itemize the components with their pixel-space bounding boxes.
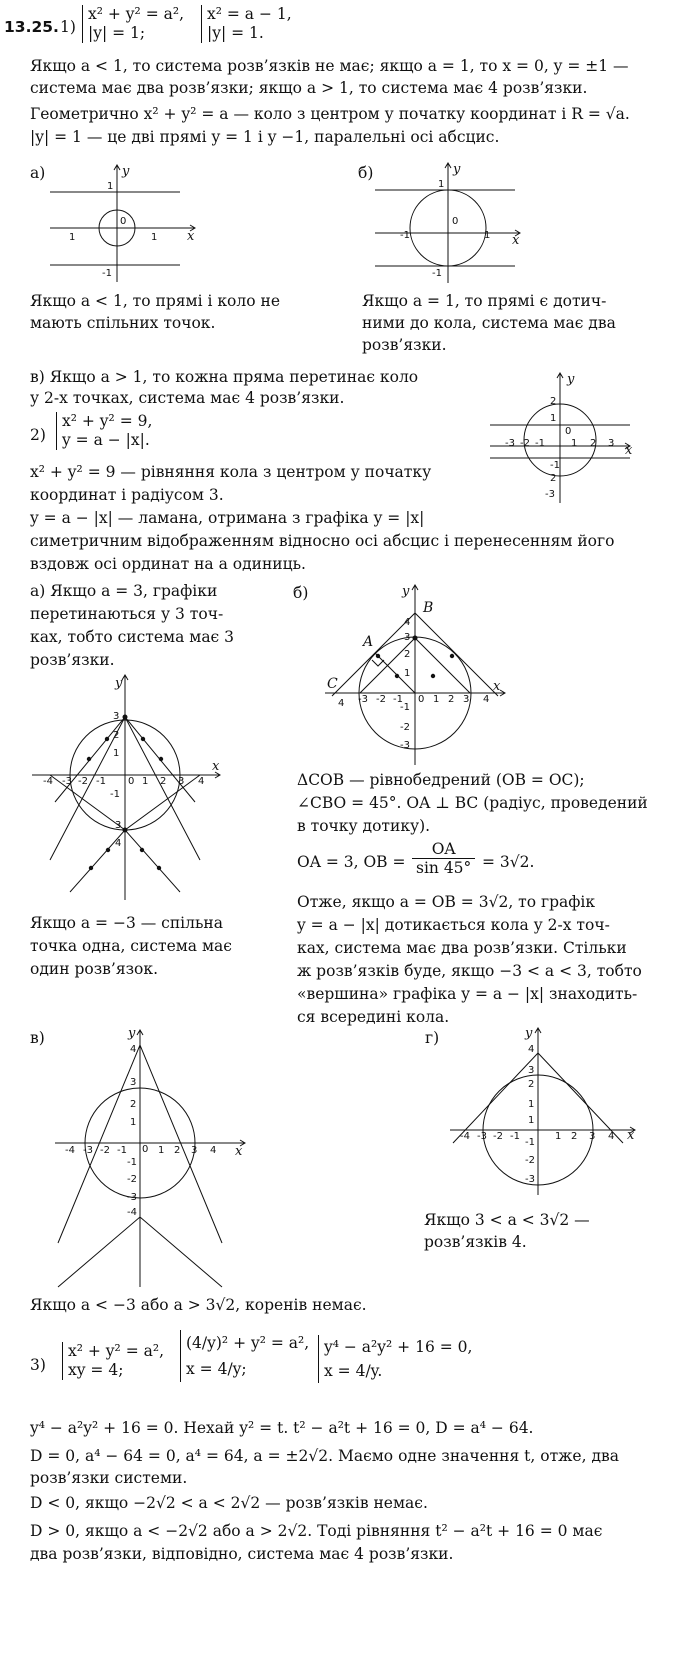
svg-text:2: 2 bbox=[130, 1099, 137, 1110]
svg-text:-4: -4 bbox=[127, 1207, 137, 1218]
svg-text:3: 3 bbox=[130, 1077, 137, 1088]
caption: розв’язки. bbox=[362, 336, 447, 354]
text-line: розв’язки. bbox=[30, 651, 115, 669]
eq: x = 4/y. bbox=[324, 1362, 383, 1380]
svg-text:-3: -3 bbox=[477, 1131, 487, 1142]
text-line: y = a − |x| дотикається кола у 2-х точ- bbox=[297, 916, 610, 934]
text-line: а) Якщо a = 3, графіки bbox=[30, 582, 218, 600]
caption: ними до кола, система має два bbox=[362, 314, 616, 332]
part1-system-2 bbox=[201, 5, 292, 43]
text-line: два розв’язки, відповідно, система має 4 розв’язки. bbox=[30, 1545, 454, 1563]
svg-text:-3: -3 bbox=[358, 694, 368, 705]
svg-text:4: 4 bbox=[198, 776, 205, 787]
svg-text:-2: -2 bbox=[520, 438, 530, 449]
svg-text:-1: -1 bbox=[510, 1131, 520, 1142]
svg-text:-1: -1 bbox=[525, 1137, 535, 1148]
eq: x² + y² = a², bbox=[68, 1342, 164, 1360]
text-line: y⁴ − a²y² + 16 = 0. Нехай y² = t. t² − a²t + 16 = 0, D = a⁴ − 64. bbox=[30, 1419, 534, 1437]
svg-text:-2: -2 bbox=[100, 1145, 110, 1156]
svg-text:3: 3 bbox=[178, 776, 185, 787]
svg-text:-1: -1 bbox=[117, 1145, 127, 1156]
svg-text:3: 3 bbox=[528, 1065, 535, 1076]
text-line: розв’язки системи. bbox=[30, 1469, 188, 1487]
eq: y = a − |x|. bbox=[62, 431, 150, 449]
svg-text:1: 1 bbox=[158, 1145, 165, 1156]
text-line: |y| = 1 — це дві прямі y = 1 і y −1, паралельні осі абсцис. bbox=[30, 128, 500, 146]
svg-text:3: 3 bbox=[404, 632, 411, 643]
svg-text:1: 1 bbox=[142, 776, 149, 787]
svg-text:0: 0 bbox=[565, 426, 572, 437]
svg-text:2: 2 bbox=[590, 438, 597, 449]
svg-text:4: 4 bbox=[338, 698, 345, 709]
svg-text:-4: -4 bbox=[43, 776, 53, 787]
eq: x² + y² = 9, bbox=[62, 412, 153, 430]
caption: Якщо 3 < a < 3√2 — bbox=[424, 1211, 590, 1229]
svg-text:-2: -2 bbox=[525, 1155, 535, 1166]
text-line: Отже, якщо a = OB = 3√2, то графік bbox=[297, 893, 596, 911]
tick-minus-1: -1 bbox=[432, 268, 442, 279]
part1-label: 1) bbox=[60, 18, 76, 36]
svg-text:-2: -2 bbox=[376, 694, 386, 705]
text-line: перетинаються у 3 точ- bbox=[30, 605, 224, 623]
part3-system-C bbox=[318, 1335, 472, 1383]
svg-text:4: 4 bbox=[404, 617, 411, 628]
svg-text:x: x bbox=[212, 759, 220, 774]
point-C: C bbox=[327, 676, 338, 692]
svg-text:1: 1 bbox=[571, 438, 578, 449]
svg-text:3: 3 bbox=[589, 1131, 596, 1142]
part1-system-1 bbox=[82, 5, 184, 43]
tick-1: 1 bbox=[438, 179, 445, 190]
y-label: y bbox=[122, 164, 130, 179]
text-line: ках, система має два розв’язки. Стільки bbox=[297, 939, 627, 957]
svg-text:-4: -4 bbox=[460, 1131, 470, 1142]
svg-text:-1: -1 bbox=[400, 702, 410, 713]
text-line: ж розв’язків буде, якщо −3 < a < 3, тобто bbox=[297, 962, 642, 980]
svg-text:3: 3 bbox=[115, 820, 122, 831]
part3-label: 3) bbox=[30, 1356, 46, 1374]
text-line: D = 0, a⁴ − 64 = 0, a⁴ = 64, a = ±2√2. Маємо одне значення t, отже, два bbox=[30, 1447, 619, 1465]
svg-text:-3: -3 bbox=[127, 1192, 137, 1203]
svg-text:x: x bbox=[627, 1128, 635, 1143]
graph-v-label: в) bbox=[30, 1029, 45, 1047]
svg-text:3: 3 bbox=[463, 694, 470, 705]
svg-text:0: 0 bbox=[128, 776, 135, 787]
caption: Якщо a = −3 — спільна bbox=[30, 914, 223, 932]
svg-text:4: 4 bbox=[130, 1044, 137, 1055]
graph-part1-a bbox=[45, 160, 205, 285]
text-line: у 2-х точках, система має 4 розв’язки. bbox=[30, 389, 345, 407]
svg-text:2: 2 bbox=[448, 694, 455, 705]
svg-text:2: 2 bbox=[404, 649, 411, 660]
text-line: координат і радіусом 3. bbox=[30, 486, 224, 504]
text-line: Якщо a < −3 або a > 3√2, коренів немає. bbox=[30, 1296, 367, 1314]
text-line: в точку дотику). bbox=[297, 817, 431, 835]
caption: мають спільних точок. bbox=[30, 314, 216, 332]
eq: x² = a − 1, bbox=[207, 5, 292, 23]
svg-text:1: 1 bbox=[404, 668, 411, 679]
svg-text:y: y bbox=[453, 162, 461, 177]
svg-text:4: 4 bbox=[608, 1131, 615, 1142]
caption: Якщо a = 1, то прямі є дотич- bbox=[362, 292, 607, 310]
svg-text:x: x bbox=[625, 443, 633, 458]
graph-part2-b bbox=[320, 580, 520, 770]
svg-text:3: 3 bbox=[191, 1145, 198, 1156]
graph-b-label: б) bbox=[293, 584, 309, 602]
x-label: x bbox=[187, 229, 195, 244]
svg-text:-2: -2 bbox=[400, 722, 410, 733]
point-B: B bbox=[423, 600, 434, 616]
text-line: система має два розв’язки; якщо a > 1, то система має 4 розв’язки. bbox=[30, 79, 588, 97]
svg-text:1: 1 bbox=[130, 1117, 137, 1128]
origin-label: 0 bbox=[452, 216, 459, 227]
part3-system-A bbox=[62, 1342, 164, 1380]
svg-text:-1: -1 bbox=[400, 230, 410, 241]
svg-text:-1: -1 bbox=[96, 776, 106, 787]
text-line: Якщо a < 1, то система розв’язків не має; якщо a = 1, то x = 0, y = ±1 — bbox=[30, 57, 629, 75]
graph-g-label: г) bbox=[425, 1029, 440, 1047]
fraction bbox=[412, 840, 475, 877]
graph-part1-b bbox=[370, 158, 530, 286]
svg-text:x: x bbox=[235, 1144, 243, 1159]
formula-right: = 3√2. bbox=[482, 853, 535, 871]
eq: y⁴ − a²y² + 16 = 0, bbox=[324, 1338, 473, 1356]
fraction-denominator: sin 45° bbox=[416, 859, 472, 877]
svg-text:1: 1 bbox=[528, 1115, 535, 1126]
svg-text:4: 4 bbox=[115, 838, 122, 849]
part2-system bbox=[56, 412, 152, 450]
svg-text:2: 2 bbox=[550, 473, 557, 484]
fraction-numerator: OA bbox=[412, 840, 475, 859]
svg-text:x: x bbox=[512, 233, 520, 248]
svg-text:3: 3 bbox=[113, 711, 120, 722]
tick-1: 1 bbox=[107, 181, 114, 192]
text-line: ках, тобто система має 3 bbox=[30, 628, 235, 646]
svg-text:1: 1 bbox=[113, 748, 120, 759]
svg-text:y: y bbox=[115, 676, 123, 691]
svg-text:1: 1 bbox=[555, 1131, 562, 1142]
svg-text:y: y bbox=[402, 584, 410, 599]
graph-b-label: б) bbox=[358, 164, 374, 182]
text-line: вздовж осі ординат на a одиниць. bbox=[30, 555, 306, 573]
eq: |y| = 1. bbox=[207, 24, 264, 42]
svg-text:2: 2 bbox=[550, 396, 557, 407]
svg-text:-1: -1 bbox=[110, 789, 120, 800]
svg-text:1: 1 bbox=[528, 1099, 535, 1110]
tick-x-1: 1 bbox=[151, 232, 158, 243]
caption: точка одна, система має bbox=[30, 937, 232, 955]
svg-text:-2: -2 bbox=[127, 1174, 137, 1185]
svg-text:x: x bbox=[493, 679, 501, 694]
text-line: D > 0, якщо a < −2√2 або a > 2√2. Тоді рівняння t² − a²t + 16 = 0 має bbox=[30, 1522, 603, 1540]
svg-text:-3: -3 bbox=[83, 1145, 93, 1156]
svg-text:y: y bbox=[128, 1026, 136, 1041]
svg-text:-4: -4 bbox=[65, 1145, 75, 1156]
svg-text:-3: -3 bbox=[545, 489, 555, 500]
formula-left: OA = 3, OB = bbox=[297, 853, 406, 871]
svg-text:1: 1 bbox=[484, 230, 491, 241]
svg-text:-2: -2 bbox=[493, 1131, 503, 1142]
svg-text:2: 2 bbox=[160, 776, 167, 787]
svg-text:0: 0 bbox=[418, 694, 425, 705]
text-line: ΔCOB — рівнобедрений (OB = OC); bbox=[297, 771, 585, 789]
text-line: D < 0, якщо −2√2 < a < 2√2 — розв’язків немає. bbox=[30, 1494, 428, 1512]
svg-text:-2: -2 bbox=[78, 776, 88, 787]
svg-text:y: y bbox=[567, 372, 575, 387]
eq: x = 4/y; bbox=[186, 1360, 247, 1378]
graph-part2-a bbox=[30, 672, 230, 902]
point-A: A bbox=[363, 634, 374, 650]
svg-text:4: 4 bbox=[210, 1145, 217, 1156]
svg-text:y: y bbox=[525, 1026, 533, 1041]
svg-text:4: 4 bbox=[528, 1044, 535, 1055]
svg-text:-3: -3 bbox=[62, 776, 72, 787]
svg-text:-3: -3 bbox=[505, 438, 515, 449]
eq: x² + y² = a², bbox=[88, 5, 184, 23]
svg-text:-1: -1 bbox=[535, 438, 545, 449]
text-line: в) Якщо a > 1, то кожна пряма перетинає коло bbox=[30, 368, 419, 386]
svg-text:2: 2 bbox=[571, 1131, 578, 1142]
svg-text:4: 4 bbox=[483, 694, 490, 705]
svg-text:2: 2 bbox=[528, 1079, 535, 1090]
caption: розв’язків 4. bbox=[424, 1233, 527, 1251]
caption: один розв’язок. bbox=[30, 960, 159, 978]
caption: Якщо a < 1, то прямі і коло не bbox=[30, 292, 280, 310]
svg-text:-3: -3 bbox=[400, 740, 410, 751]
svg-text:-3: -3 bbox=[525, 1174, 535, 1185]
svg-text:3: 3 bbox=[608, 438, 615, 449]
eq: (4/y)² + y² = a², bbox=[186, 1334, 310, 1352]
text-line: ∠CBO = 45°. OA ⊥ BC (радіус, проведений bbox=[297, 794, 648, 812]
tick-minus-1: -1 bbox=[102, 268, 112, 279]
eq: |y| = 1; bbox=[88, 24, 146, 42]
graph-part2-g bbox=[445, 1025, 640, 1200]
text-line: симетричним відображенням відносно осі абсцис і перенесенням його bbox=[30, 532, 615, 550]
svg-text:-1: -1 bbox=[393, 694, 403, 705]
graph-part2-v bbox=[50, 1025, 250, 1290]
svg-text:0: 0 bbox=[142, 1144, 149, 1155]
text-line: y = a − |x| — ламана, отримана з графіка y = |x| bbox=[30, 509, 425, 527]
graph-part1-v bbox=[485, 368, 635, 508]
text-line: Геометрично x² + y² = a — коло з центром у початку координат і R = √a. bbox=[30, 105, 630, 123]
origin-label: 0 bbox=[120, 216, 127, 227]
svg-text:-1: -1 bbox=[127, 1157, 137, 1168]
graph-a-label: а) bbox=[30, 164, 46, 182]
tick-x-minus-1: 1 bbox=[69, 232, 76, 243]
text-line: ся всередині кола. bbox=[297, 1008, 450, 1026]
svg-text:2: 2 bbox=[113, 730, 120, 741]
svg-text:2: 2 bbox=[174, 1145, 181, 1156]
part3-system-B bbox=[180, 1330, 309, 1382]
svg-text:1: 1 bbox=[550, 413, 557, 424]
text-line: «вершина» графіка y = a − |x| знаходить- bbox=[297, 985, 638, 1003]
svg-text:1: 1 bbox=[433, 694, 440, 705]
text-line: x² + y² = 9 — рівняння кола з центром у початку bbox=[30, 463, 432, 481]
part2-label: 2) bbox=[30, 426, 46, 444]
problem-number: 13.25. bbox=[4, 18, 59, 36]
eq: xy = 4; bbox=[68, 1361, 124, 1379]
svg-text:-1: -1 bbox=[550, 460, 560, 471]
